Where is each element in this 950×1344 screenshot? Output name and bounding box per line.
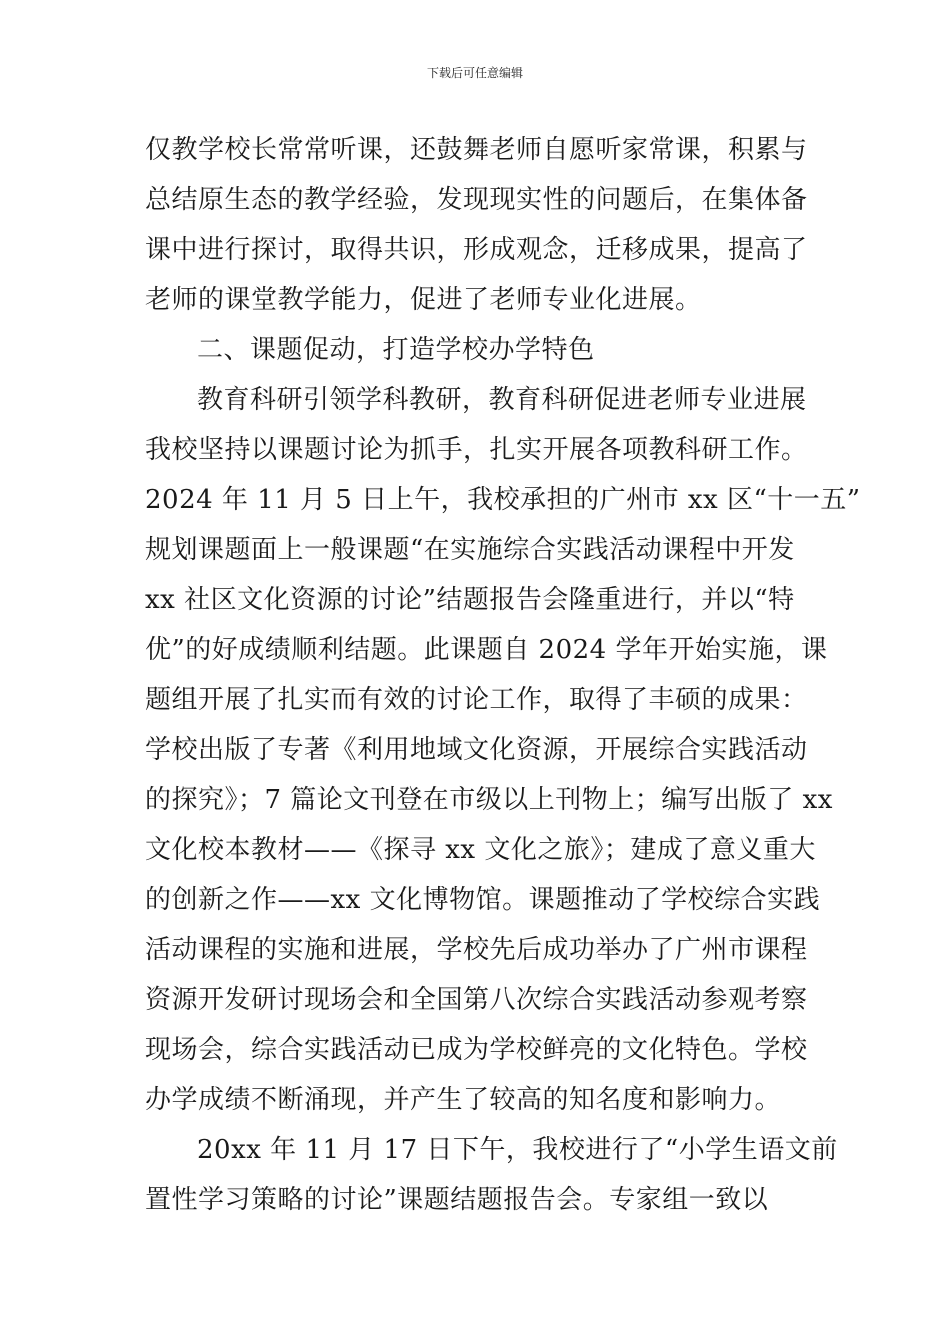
header-note: 下载后可任意编辑 [426, 66, 523, 80]
body-line: 规划课题面上一般课题“在实施综合实践活动课程中开发 [145, 535, 795, 565]
body-line: 置性学习策略的讨论”课题结题报告会。专家组一致以 [145, 1185, 769, 1215]
body-line: 活动课程的实施和进展，学校先后成功举办了广州市课程 [145, 935, 808, 965]
body-line: 教育科研引领学科教研，教育科研促进老师专业进展 [197, 385, 807, 415]
body-line: 资源开发研讨现场会和全国第八次综合实践活动参观考察 [145, 985, 808, 1015]
body-line: 的创新之作——xx 文化博物馆。课题推动了学校综合实践 [145, 885, 821, 915]
body-line: 的探究》；7 篇论文刊登在市级以上刊物上；编写出版了 xx [145, 785, 833, 815]
body-line: 文化校本教材——《探寻 xx 文化之旅》；建成了意义重大 [145, 835, 816, 865]
body-line: 总结原生态的教学经验，发现现实性的问题后，在集体备 [145, 185, 808, 215]
body-line: 优”的好成绩顺利结题。此课题自 2024 学年开始实施，课 [145, 635, 828, 665]
body-line: 办学成绩不断涌现，并产生了较高的知名度和影响力。 [145, 1085, 782, 1115]
body-line: 我校坚持以课题讨论为抓手，扎实开展各项教科研工作。 [145, 435, 808, 465]
body-line: 仅教学校长常常听课，还鼓舞老师自愿听家常课，积累与 [145, 135, 808, 165]
section-heading: 二、课题促动，打造学校办学特色 [197, 335, 595, 365]
body-line: 2024 年 11 月 5 日上午，我校承担的广州市 xx 区“十一五” [145, 485, 861, 515]
body-line: 课中进行探讨，取得共识，形成观念，迁移成果，提高了 [145, 235, 808, 265]
body-line: 现场会，综合实践活动已成为学校鲜亮的文化特色。学校 [145, 1035, 808, 1065]
body-line: xx 社区文化资源的讨论”结题报告会隆重进行，并以“特 [145, 585, 795, 615]
body-line: 学校出版了专著《利用地域文化资源，开展综合实践活动 [145, 735, 808, 765]
body-line: 题组开展了扎实而有效的讨论工作，取得了丰硕的成果： [145, 685, 808, 715]
body-line: 老师的课堂教学能力，促进了老师专业化进展。 [145, 285, 702, 315]
body-line: 20xx 年 11 月 17 日下午，我校进行了“小学生语文前 [197, 1135, 838, 1165]
